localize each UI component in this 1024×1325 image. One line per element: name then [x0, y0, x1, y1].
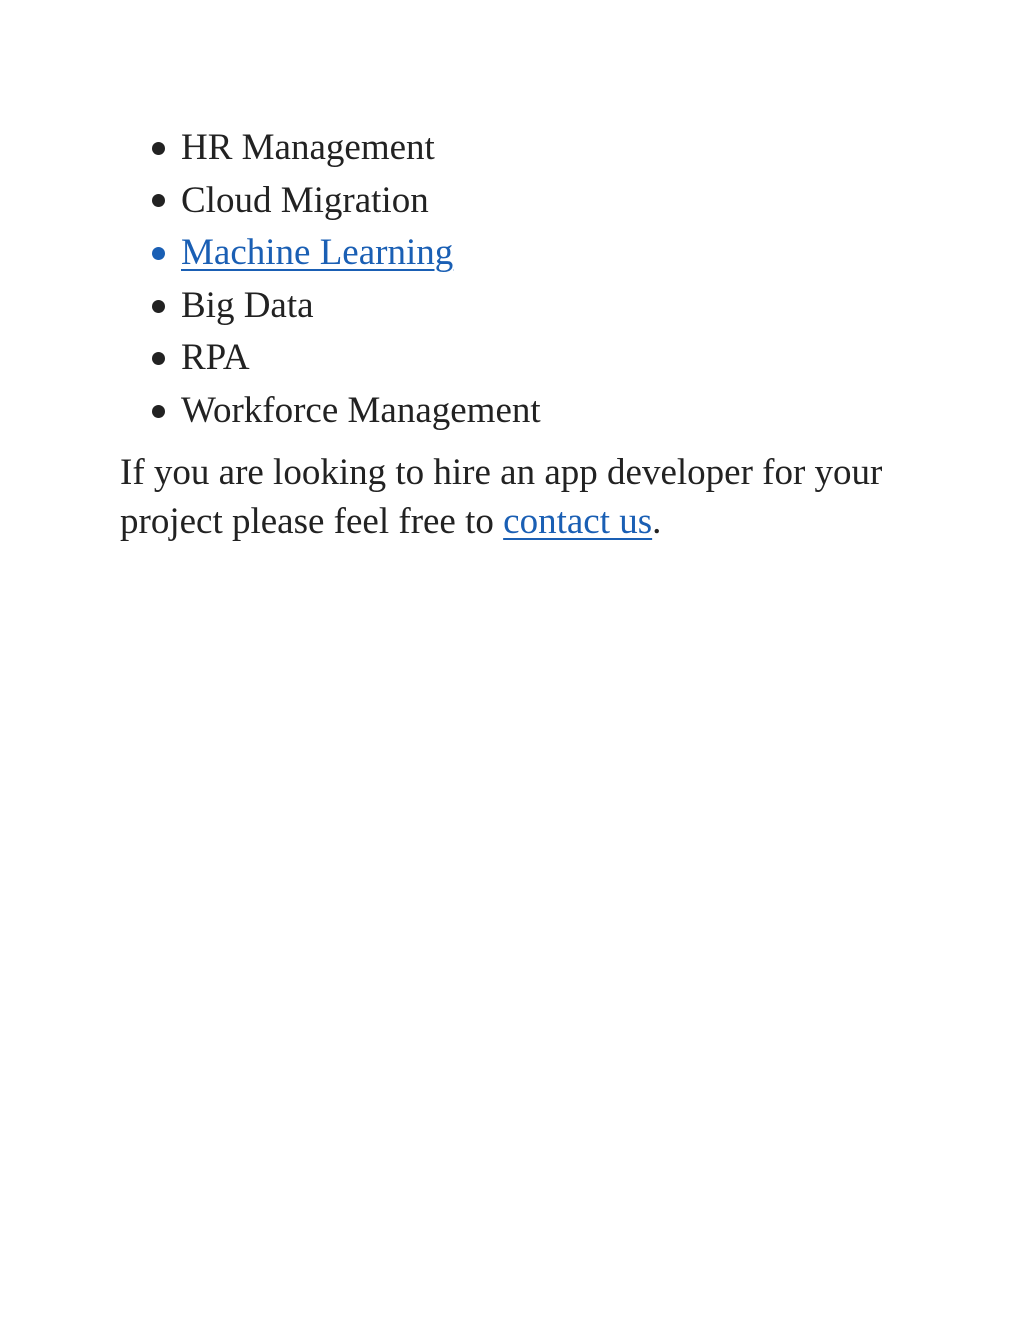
list-item-rpa [152, 332, 541, 385]
list-item-label: Big Data [181, 284, 314, 326]
bullet-icon [152, 247, 165, 260]
machine-learning-link[interactable]: Machine Learning [181, 232, 454, 274]
bullet-icon [152, 142, 165, 155]
list-item-big-data [152, 280, 541, 333]
bullet-icon [152, 300, 165, 313]
list-item-label: RPA [181, 337, 250, 379]
list-item-machine-learning [152, 227, 541, 280]
bullet-icon [152, 405, 165, 418]
list-item-label: HR Management [181, 127, 435, 168]
list-item-hr-management [152, 122, 541, 175]
paragraph-period: . [652, 501, 662, 542]
list-item-label: Cloud Migration [181, 179, 429, 221]
bullet-icon [152, 194, 165, 207]
services-bullet-list [152, 122, 541, 438]
list-item-workforce-management [152, 385, 541, 438]
list-item-cloud-migration [152, 175, 541, 228]
hire-developer-paragraph [120, 448, 920, 546]
contact-us-link[interactable]: contact us [503, 501, 653, 542]
paragraph-text: If you are looking to hire an app developer for your project please feel free to [120, 452, 883, 542]
bullet-icon [152, 352, 165, 365]
list-item-label: Workforce Management [181, 389, 541, 431]
